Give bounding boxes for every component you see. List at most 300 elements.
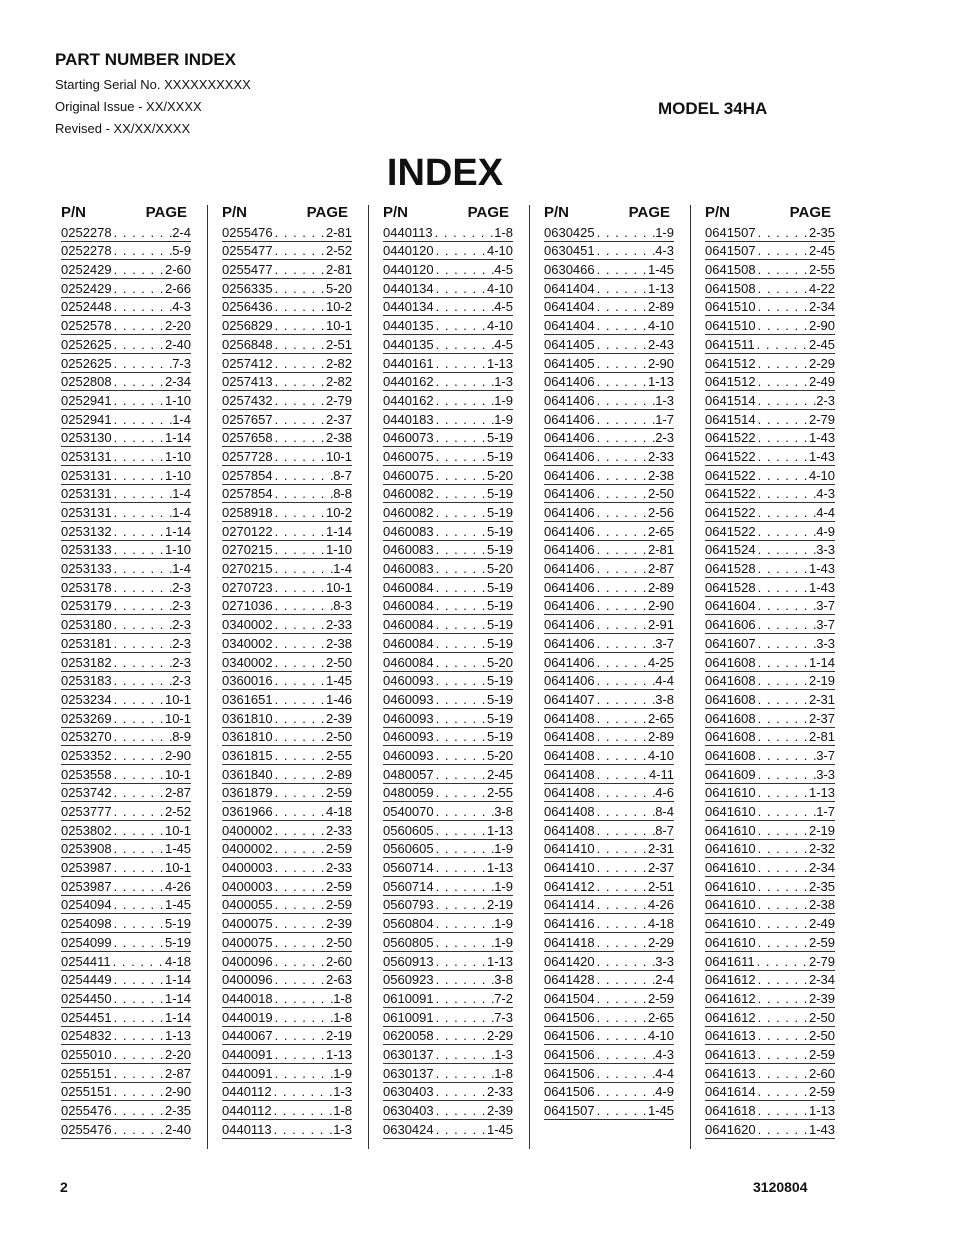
page-reference: 2-37: [325, 411, 352, 427]
part-number: 0641506: [544, 1009, 595, 1025]
part-number: 0253987: [61, 878, 112, 894]
part-number: 0253182: [61, 654, 112, 670]
index-row: [222, 690, 352, 709]
dot-leader: [273, 542, 326, 558]
dot-leader: [595, 972, 656, 988]
dot-leader: [595, 1103, 648, 1119]
dot-leader: [273, 972, 326, 988]
page-reference: 2-45: [486, 766, 513, 782]
dot-leader: [112, 860, 165, 876]
dot-leader: [595, 991, 648, 1007]
index-row: [222, 802, 352, 821]
part-number: 0271036: [222, 598, 273, 614]
index-row: [383, 615, 513, 634]
part-number: 0340002: [222, 617, 273, 633]
index-row: [705, 653, 835, 672]
index-row: [383, 989, 513, 1008]
dot-leader: [273, 823, 326, 839]
dot-leader: [756, 243, 809, 259]
index-row: [383, 1101, 513, 1120]
page-reference: 2-3: [172, 635, 191, 651]
page-reference: 5-19: [486, 729, 513, 745]
page-reference: 7-3: [172, 355, 191, 371]
dot-leader: [273, 430, 326, 446]
index-row: [544, 877, 674, 896]
page-reference: 2-35: [808, 878, 835, 894]
index-row: [544, 429, 674, 448]
dot-leader: [756, 505, 817, 521]
dot-leader: [756, 617, 817, 633]
part-number: 0257854: [222, 467, 273, 483]
index-row: [383, 1045, 513, 1064]
dot-leader: [112, 916, 165, 932]
part-number: 0630451: [544, 243, 595, 259]
dot-leader: [112, 1103, 165, 1119]
part-number: 0641608: [705, 673, 756, 689]
dot-leader: [756, 841, 809, 857]
part-number: 0254098: [61, 916, 112, 932]
index-row: [544, 260, 674, 279]
dot-leader: [595, 860, 648, 876]
part-number: 0560804: [383, 916, 434, 932]
dot-leader: [756, 636, 817, 652]
dot-leader: [595, 1047, 656, 1063]
index-row: [61, 989, 191, 1008]
index-row: [383, 260, 513, 279]
page-reference: 4-26: [647, 897, 674, 913]
index-row: [222, 746, 352, 765]
page-reference: 10-1: [325, 318, 352, 334]
part-number: 0641406: [544, 467, 595, 483]
dot-leader: [112, 1047, 165, 1063]
page-reference: 3-3: [655, 953, 674, 969]
index-row: [544, 615, 674, 634]
index-row: [705, 802, 835, 821]
part-number: 0480057: [383, 766, 434, 782]
index-row: [383, 634, 513, 653]
part-number: 0460084: [383, 598, 434, 614]
page-reference: 1-43: [808, 579, 835, 595]
index-row: [544, 765, 674, 784]
dot-leader: [434, 673, 487, 689]
dot-leader: [756, 655, 809, 671]
index-row: [61, 279, 191, 298]
index-row: [383, 298, 513, 317]
page-reference: 2-50: [808, 1009, 835, 1025]
dot-leader: [434, 430, 487, 446]
dot-leader: [273, 374, 326, 390]
part-number: 0641428: [544, 972, 595, 988]
index-row: [705, 1101, 835, 1120]
part-number: 0641507: [705, 243, 756, 259]
index-row: [222, 260, 352, 279]
part-number: 0460082: [383, 505, 434, 520]
part-number: 0641510: [705, 299, 756, 315]
index-row: [222, 840, 352, 859]
part-number: 0255151: [61, 1065, 112, 1081]
part-number: 0257432: [222, 392, 273, 408]
column-header: [61, 203, 191, 223]
page-reference: 2-20: [164, 318, 191, 334]
part-number: 0641420: [544, 953, 595, 969]
part-number: 0641410: [544, 860, 595, 876]
index-row: [61, 316, 191, 335]
page-reference: 2-33: [647, 448, 674, 464]
page-reference: 2-40: [164, 1121, 191, 1137]
page-reference: 2-81: [808, 729, 835, 745]
dot-leader: [112, 356, 173, 372]
index-row: [61, 1045, 191, 1064]
index-row: [222, 335, 352, 354]
dot-leader: [273, 524, 326, 540]
part-number: 0256436: [222, 299, 273, 315]
index-row: [705, 709, 835, 728]
part-number: 0440120: [383, 243, 434, 259]
part-number: 0641408: [544, 766, 595, 782]
dot-leader: [434, 748, 487, 764]
dot-leader: [756, 281, 809, 297]
index-row: [61, 447, 191, 466]
page-reference: 2-51: [647, 878, 674, 894]
page-reference: 2-81: [325, 262, 352, 278]
index-row: [544, 840, 674, 859]
page-reference: 3-8: [494, 804, 513, 819]
page-reference: 2-3: [172, 617, 191, 633]
part-number: 0641512: [705, 355, 756, 371]
page-reference: 2-38: [325, 635, 352, 651]
index-row: [544, 746, 674, 765]
index-row: [705, 223, 835, 242]
page-reference: 2-87: [164, 785, 191, 801]
dot-leader: [273, 1066, 334, 1082]
page-reference: 1-9: [494, 841, 513, 857]
part-number: 0253802: [61, 822, 112, 838]
dot-leader: [595, 804, 656, 820]
part-number: 0460083: [383, 561, 434, 577]
dot-leader: [756, 860, 809, 876]
part-number: 0254451: [61, 1009, 112, 1025]
page-reference: 2-33: [486, 1084, 513, 1100]
dot-leader: [595, 243, 656, 259]
part-number: 0641522: [705, 467, 756, 483]
dot-leader: [434, 636, 487, 652]
part-number: 0641608: [705, 710, 756, 726]
part-number: 0641406: [544, 486, 595, 502]
index-row: [705, 597, 835, 616]
dot-leader: [112, 542, 165, 558]
part-number: 0253178: [61, 579, 112, 595]
dot-leader: [112, 636, 173, 652]
part-number: 0560605: [383, 822, 434, 838]
dot-leader: [756, 804, 817, 820]
page-reference: 5-20: [486, 561, 513, 577]
page-reference: 4-3: [172, 299, 191, 315]
part-number: 0253131: [61, 505, 112, 520]
part-number: 0641522: [705, 448, 756, 464]
part-number: 0361651: [222, 691, 273, 707]
index-row: [61, 298, 191, 317]
index-row: [383, 784, 513, 803]
part-number: 0253558: [61, 766, 112, 782]
page-reference: 1-13: [647, 374, 674, 390]
dot-leader: [273, 505, 326, 521]
page-reference: 1-8: [494, 224, 513, 240]
index-row: [383, 391, 513, 410]
index-row: [222, 522, 352, 541]
page-reference: 2-65: [647, 1009, 674, 1025]
dot-leader: [595, 897, 648, 913]
index-row: [61, 709, 191, 728]
pn-header: P/N: [705, 204, 731, 221]
index-row: [222, 784, 352, 803]
part-number: 0641610: [705, 804, 756, 819]
part-number: 0252625: [61, 336, 112, 352]
column-divider: [207, 205, 208, 1149]
part-number: 0252448: [61, 299, 112, 315]
dot-leader: [112, 1066, 165, 1082]
part-number: 0641408: [544, 710, 595, 726]
dot-leader: [112, 299, 173, 315]
part-number: 0641406: [544, 617, 595, 633]
page-reference: 2-81: [647, 542, 674, 558]
page-reference: 1-8: [333, 1103, 352, 1118]
index-row: [705, 429, 835, 448]
index-row: [222, 447, 352, 466]
dot-leader: [595, 524, 648, 540]
dot-leader: [112, 505, 173, 521]
part-number: 0641609: [705, 766, 756, 782]
part-number: 0641412: [544, 878, 595, 894]
page-reference: 1-3: [333, 1084, 352, 1100]
part-number: 0440135: [383, 336, 434, 352]
page-reference: 4-10: [647, 318, 674, 334]
part-number: 0252429: [61, 262, 112, 278]
part-number: 0630424: [383, 1121, 434, 1137]
page-reference: 1-10: [164, 542, 191, 558]
dot-leader: [112, 393, 165, 409]
page-reference: 2-89: [647, 299, 674, 315]
dot-leader: [434, 468, 487, 484]
index-row: [544, 821, 674, 840]
dot-leader: [434, 1103, 487, 1119]
dot-leader: [434, 655, 487, 671]
index-row: [705, 485, 835, 504]
index-row: [61, 952, 191, 971]
index-row: [383, 429, 513, 448]
dot-leader: [273, 617, 326, 633]
index-row: [383, 746, 513, 765]
index-column: [544, 203, 674, 1120]
part-number: 0440135: [383, 318, 434, 334]
pn-header: P/N: [222, 204, 248, 221]
part-number: 0256829: [222, 318, 273, 334]
dot-leader: [272, 1122, 334, 1138]
index-row: [705, 298, 835, 317]
dot-leader: [756, 748, 817, 764]
index-row: [383, 466, 513, 485]
index-row: [705, 634, 835, 653]
dot-leader: [273, 935, 326, 951]
dot-leader: [756, 356, 809, 372]
index-row: [61, 1027, 191, 1046]
page-reference: 1-13: [486, 953, 513, 969]
index-row: [544, 1083, 674, 1102]
index-row: [383, 242, 513, 261]
index-row: [383, 503, 513, 522]
part-number: 0641522: [705, 505, 756, 520]
part-number: 0641612: [705, 990, 756, 1006]
page-reference: 2-38: [808, 897, 835, 913]
page-reference: 1-13: [164, 1028, 191, 1044]
dot-leader: [112, 879, 165, 895]
index-row: [222, 466, 352, 485]
dot-leader: [595, 468, 648, 484]
page-reference: 2-37: [647, 860, 674, 876]
part-number: 0641512: [705, 374, 756, 390]
index-row: [705, 1120, 835, 1139]
page-reference: 2-19: [808, 822, 835, 838]
index-row: [61, 410, 191, 429]
part-number: 0641522: [705, 523, 756, 539]
index-row: [544, 335, 674, 354]
dot-leader: [434, 860, 487, 876]
part-number: 0253180: [61, 617, 112, 633]
dot-leader: [273, 561, 334, 577]
page-reference: 2-79: [325, 392, 352, 408]
dot-leader: [273, 897, 326, 913]
part-number: 0641406: [544, 448, 595, 464]
index-row: [61, 522, 191, 541]
page-header: PAGE: [306, 204, 348, 221]
part-number: 0560793: [383, 897, 434, 913]
page-reference: 2-55: [325, 747, 352, 763]
part-number: 0641610: [705, 785, 756, 801]
part-number: 0641620: [705, 1121, 756, 1137]
page-reference: 2-19: [325, 1028, 352, 1044]
part-number: 0641410: [544, 841, 595, 857]
index-row: [222, 1045, 352, 1064]
index-row: [61, 784, 191, 803]
dot-leader: [756, 897, 809, 913]
index-row: [222, 914, 352, 933]
index-row: [544, 1064, 674, 1083]
index-row: [222, 429, 352, 448]
index-row: [61, 1120, 191, 1139]
dot-leader: [595, 393, 656, 409]
part-number: 0440162: [383, 374, 434, 390]
page-header: PAGE: [145, 204, 187, 221]
index-row: [544, 914, 674, 933]
dot-leader: [112, 785, 165, 801]
page-reference: 2-82: [325, 374, 352, 390]
dot-leader: [434, 262, 495, 278]
page-reference: 1-14: [325, 523, 352, 539]
page-reference: 1-4: [172, 561, 191, 577]
part-number: 0460084: [383, 635, 434, 651]
index-row: [383, 858, 513, 877]
part-number: 0641613: [705, 1046, 756, 1062]
part-number: 0641406: [544, 635, 595, 651]
index-row: [61, 223, 191, 242]
index-row: [383, 316, 513, 335]
index-row: [61, 690, 191, 709]
column-header: [222, 203, 352, 223]
part-number: 0630137: [383, 1065, 434, 1081]
index-row: [705, 1083, 835, 1102]
page-reference: 10-1: [164, 691, 191, 707]
page-reference: 2-89: [647, 729, 674, 745]
index-row: [383, 522, 513, 541]
index-row: [705, 373, 835, 392]
dot-leader: [595, 935, 648, 951]
part-number: 0630137: [383, 1046, 434, 1062]
dot-leader: [273, 860, 326, 876]
page-reference: 10-1: [164, 710, 191, 726]
part-number: 0641405: [544, 336, 595, 352]
part-number: 0641407: [544, 691, 595, 707]
index-row: [544, 1045, 674, 1064]
index-row: [61, 840, 191, 859]
page-reference: 2-39: [808, 990, 835, 1006]
dot-leader: [595, 673, 656, 689]
part-number: 0440019: [222, 1009, 273, 1025]
dot-leader: [756, 785, 809, 801]
page-reference: 5-19: [486, 710, 513, 726]
dot-leader: [595, 225, 656, 241]
dot-leader: [273, 767, 326, 783]
index-row: [383, 653, 513, 672]
index-row: [544, 971, 674, 990]
index-row: [544, 578, 674, 597]
part-number: 0361840: [222, 766, 273, 782]
dot-leader: [595, 505, 648, 521]
part-number: 0641613: [705, 1028, 756, 1044]
dot-leader: [756, 580, 809, 596]
index-row: [705, 896, 835, 915]
page-reference: 1-3: [494, 1046, 513, 1062]
page-reference: 1-13: [486, 822, 513, 838]
page-reference: 1-45: [325, 673, 352, 689]
dot-leader: [273, 729, 326, 745]
page-reference: 2-29: [808, 355, 835, 371]
page-reference: 1-45: [647, 1103, 674, 1118]
dot-leader: [756, 486, 817, 502]
dot-leader: [273, 841, 326, 857]
dot-leader: [273, 711, 326, 727]
page-reference: 4-3: [816, 486, 835, 502]
index-row: [61, 242, 191, 261]
part-number: 0252278: [61, 224, 112, 240]
dot-leader: [756, 935, 809, 951]
index-row: [61, 746, 191, 765]
index-row: [383, 1120, 513, 1139]
index-column: [61, 203, 191, 1139]
dot-leader: [112, 412, 173, 428]
dot-leader: [111, 954, 165, 970]
page-reference: 1-4: [333, 561, 352, 577]
page-reference: 2-59: [325, 878, 352, 894]
page-reference: 2-4: [655, 972, 674, 988]
index-row: [544, 653, 674, 672]
index-row: [222, 354, 352, 373]
page-title: INDEX: [386, 152, 504, 194]
index-row: [544, 410, 674, 429]
page-reference: 2-63: [325, 972, 352, 988]
page-reference: 2-39: [325, 710, 352, 726]
page-reference: 5-19: [164, 934, 191, 950]
dot-leader: [756, 823, 809, 839]
index-row: [705, 914, 835, 933]
